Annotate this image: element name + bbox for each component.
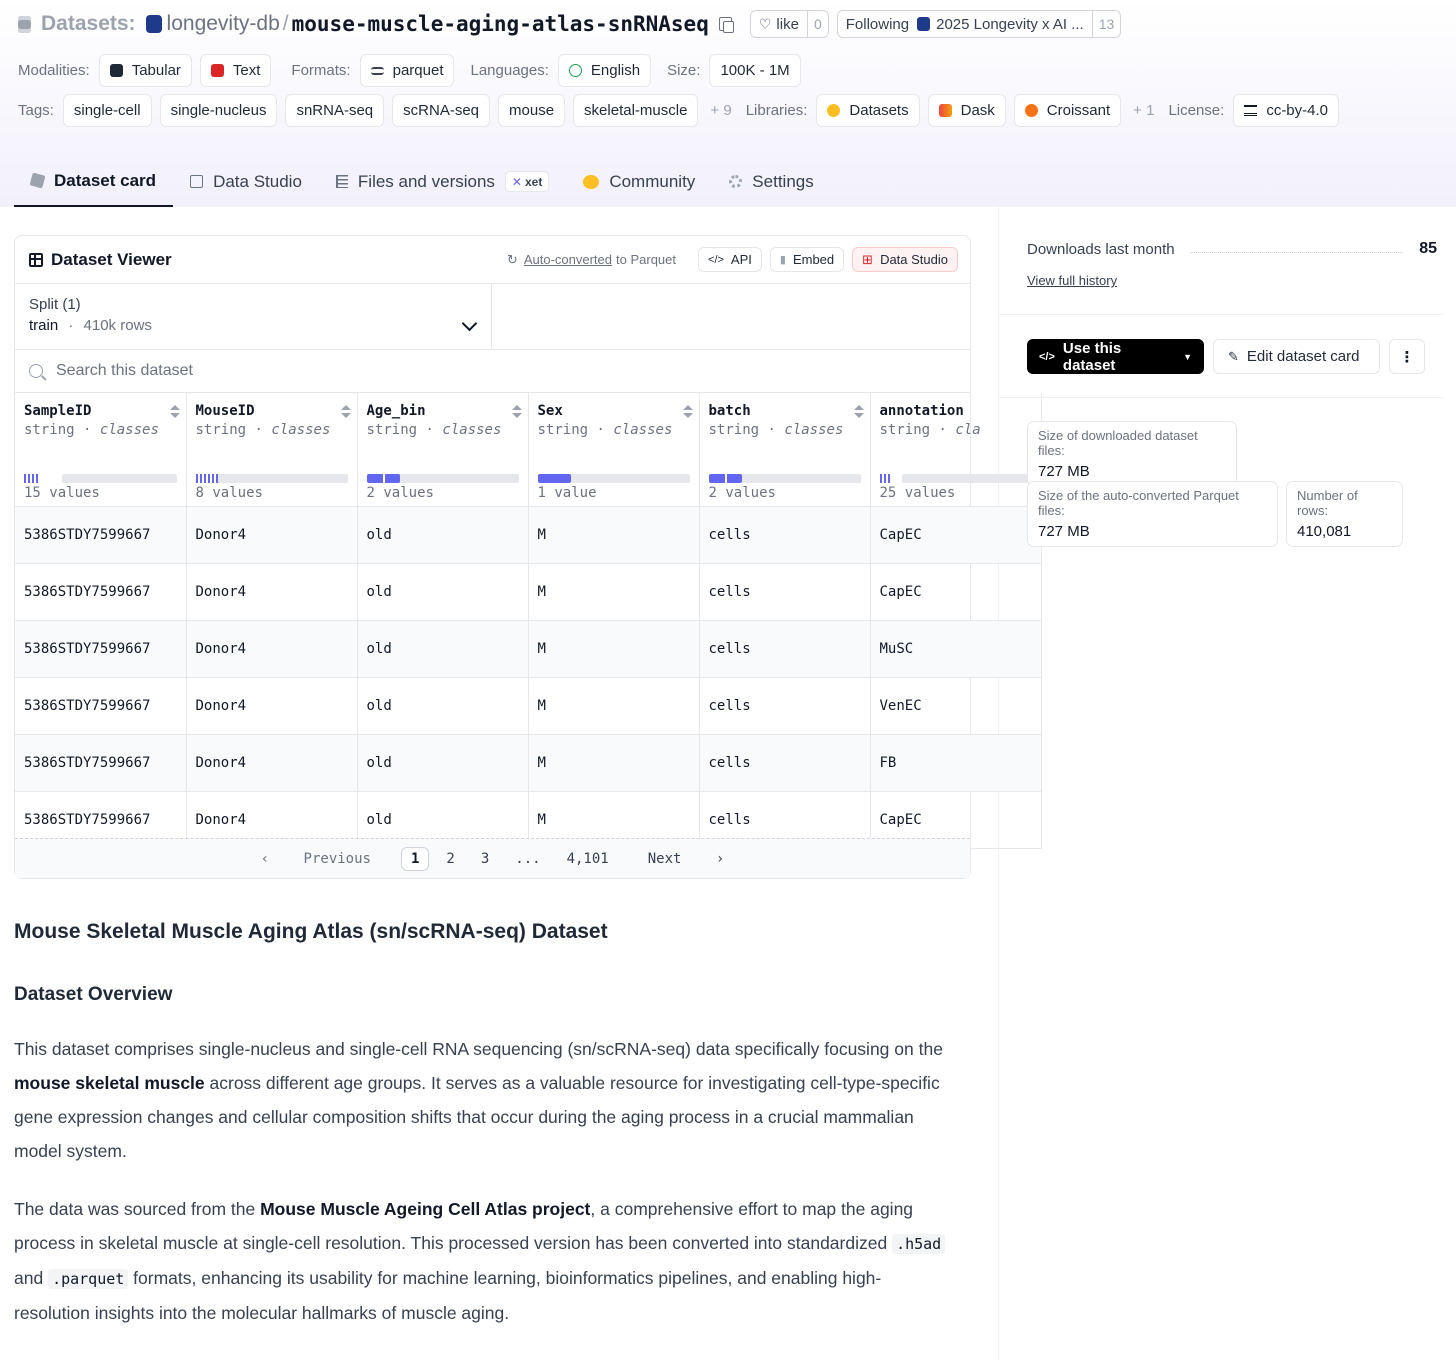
pagination — [15, 838, 970, 878]
more-options-button[interactable] — [1389, 339, 1425, 374]
xet-badge — [505, 171, 549, 192]
column-header-3[interactable] — [528, 393, 699, 506]
chip-label: parquet — [392, 62, 444, 79]
sort-icon[interactable] — [341, 405, 349, 419]
previous-page-button[interactable] — [248, 851, 384, 867]
table-cell[interactable]: M — [528, 791, 699, 848]
column-histogram[interactable] — [367, 474, 519, 483]
search-input[interactable] — [56, 362, 456, 380]
table-icon — [110, 64, 123, 77]
column-histogram[interactable] — [196, 474, 348, 483]
button-label: Use this dataset — [1062, 339, 1122, 374]
text: The data was sourced from the — [14, 1199, 261, 1219]
hf-logo-icon — [827, 104, 840, 117]
viewer-title: Dataset Viewer — [51, 249, 172, 269]
button-label: Edit dataset card — [1246, 348, 1360, 365]
data-table — [15, 393, 1042, 849]
table-row[interactable] — [15, 563, 1041, 620]
formats-label: Formats: — [291, 62, 351, 79]
stat-row-count — [1286, 481, 1403, 547]
split-row — [15, 284, 970, 350]
column-header-4[interactable] — [699, 393, 870, 506]
tab-community[interactable] — [566, 156, 712, 207]
xet-icon: ✕ — [511, 174, 522, 189]
column-name: batch — [708, 403, 751, 419]
chip-label: Datasets — [849, 102, 909, 119]
column-value-count: 2 values — [708, 485, 776, 501]
page-ellipsis: ... — [515, 850, 541, 867]
tab-dataset-card[interactable] — [14, 156, 173, 207]
column-type: string · classes — [708, 422, 844, 438]
split-label: Split (1) — [29, 296, 81, 313]
text: , a comprehensive effort to map the aging process in skeletal muscle at single-cell resolution. This processed version has been converted into standardized — [14, 1199, 914, 1253]
table-cell[interactable]: 5386STDY7599667 — [15, 677, 186, 734]
embed-icon: ▮ — [779, 254, 786, 266]
globe-icon — [569, 64, 582, 77]
column-name: annotation — [879, 403, 964, 419]
table-icon — [190, 175, 203, 188]
text: across different age groups. It serves as a valuable resource for investigating cell-type-specific gene expression changes and cellular composition shifts that occur during the aging process in a crucial mammalian model system. — [14, 1073, 940, 1161]
table-cell[interactable]: Donor4 — [186, 677, 357, 734]
org-link[interactable]: longevity-db — [166, 12, 280, 35]
path-separator: / — [282, 12, 289, 35]
column-name: SampleID — [24, 403, 92, 419]
chip-label: 100K - 1M — [720, 62, 790, 79]
code-icon: </> — [1039, 350, 1055, 363]
chevron-right-icon: › — [715, 850, 725, 867]
button-label: API — [730, 252, 752, 267]
split-value — [29, 317, 477, 334]
grid-icon — [29, 253, 43, 267]
repo-tabs — [14, 156, 831, 207]
split-sep: · — [68, 317, 74, 334]
chip-label: cc-by-4.0 — [1266, 102, 1328, 119]
bank-icon — [1244, 105, 1257, 116]
sort-icon[interactable] — [170, 405, 178, 419]
section-label[interactable]: Datasets: — [41, 12, 136, 35]
card-title: Mouse Skeletal Muscle Aging Atlas (sn/scRNA-seq) Dataset — [14, 920, 608, 943]
table-row[interactable] — [15, 620, 1041, 677]
stat-label: Number of rows: — [1297, 488, 1358, 518]
auto-converted-link[interactable]: Auto-converted — [523, 252, 613, 267]
following-label: Following — [845, 15, 910, 33]
api-button[interactable] — [698, 247, 762, 272]
table-cell[interactable]: VenEC — [870, 677, 1041, 734]
auto-converted-note — [507, 252, 676, 268]
stat-value: 727 MB — [1038, 523, 1090, 540]
collection-icon — [917, 17, 930, 31]
next-page-button[interactable] — [635, 851, 738, 867]
stat-label: Size of the auto-converted Parquet files: — [1038, 488, 1239, 518]
collection-name: 2025 Longevity x AI ... — [936, 15, 1084, 33]
bold-text: mouse skeletal muscle — [14, 1073, 205, 1093]
tag-chip[interactable]: single-nucleus — [160, 94, 278, 127]
tag-chip[interactable]: snRNA-seq — [285, 94, 384, 127]
column-type: string · classes — [537, 422, 673, 438]
overview-paragraph-1 — [14, 1032, 954, 1168]
table-row[interactable] — [15, 677, 1041, 734]
page-2[interactable]: 2 — [446, 850, 455, 867]
column-header-1[interactable] — [186, 393, 357, 506]
format-parquet[interactable] — [360, 54, 455, 87]
sort-icon[interactable] — [854, 405, 862, 419]
column-histogram[interactable] — [880, 474, 1032, 483]
table-cell[interactable]: old — [357, 791, 528, 848]
bold-text: Mouse Muscle Ageing Cell Atlas project — [260, 1199, 591, 1219]
title-row — [18, 8, 1129, 40]
sort-icon[interactable] — [683, 405, 691, 419]
like-label: like — [776, 15, 799, 33]
table-cell[interactable]: 5386STDY7599667 — [15, 620, 186, 677]
tab-label: Dataset card — [54, 170, 157, 190]
dataset-viewer — [14, 235, 981, 879]
stat-value: 410,081 — [1297, 523, 1352, 540]
license-label: License: — [1168, 102, 1225, 119]
previous-label: Previous — [303, 850, 371, 867]
copy-icon[interactable] — [719, 17, 732, 31]
inline-code: .parquet — [48, 1269, 128, 1289]
database-icon — [18, 16, 31, 33]
table-cell[interactable]: old — [357, 677, 528, 734]
table-header-row — [15, 393, 1041, 506]
table-cell[interactable]: CapEC — [870, 791, 1041, 848]
table-cell[interactable]: Donor4 — [186, 506, 357, 563]
xet-label: xet — [524, 174, 543, 189]
meta-row-tags — [18, 94, 1347, 127]
table-cell[interactable]: MuSC — [870, 620, 1041, 677]
column-value-count: 8 values — [195, 485, 263, 501]
table-cell[interactable]: old — [357, 506, 528, 563]
dataset-card-content — [14, 920, 954, 1354]
column-header-5[interactable] — [870, 393, 1041, 506]
org-avatar — [146, 15, 162, 33]
table-cell[interactable]: M — [528, 734, 699, 791]
text: formats, enhancing its usability for machine learning, bioinformatics pipelines, and enabling high-resolution insights into the molecular hallmarks of muscle aging. — [14, 1268, 882, 1323]
chip-label: Dask — [960, 102, 995, 119]
table-cell[interactable]: Donor4 — [186, 734, 357, 791]
stat-value: 727 MB — [1038, 463, 1090, 480]
tags-label: Tags: — [18, 102, 54, 119]
meta-row-modalities — [18, 54, 809, 87]
libraries-label: Libraries: — [745, 102, 808, 119]
chip-label: Tabular — [131, 62, 181, 79]
table-cell[interactable]: M — [528, 563, 699, 620]
split-select[interactable] — [15, 284, 492, 349]
use-dataset-button[interactable] — [1027, 339, 1204, 374]
edit-dataset-card-button[interactable] — [1213, 339, 1380, 374]
refresh-icon: ↻ — [506, 251, 518, 267]
table-cell[interactable]: Donor4 — [186, 620, 357, 677]
page-3[interactable]: 3 — [480, 850, 490, 867]
table-cell[interactable]: cells — [699, 563, 870, 620]
library-croissant[interactable] — [1014, 94, 1121, 127]
sort-icon[interactable] — [512, 405, 520, 419]
to-parquet-text: to Parquet — [616, 252, 677, 267]
tab-data-studio[interactable] — [173, 156, 319, 207]
repo-header — [0, 0, 1456, 207]
table-row[interactable] — [15, 506, 1041, 563]
viewer-header — [15, 236, 970, 284]
column-histogram[interactable] — [538, 474, 690, 483]
button-label: Data Studio — [880, 252, 948, 267]
table-cell[interactable]: M — [528, 677, 699, 734]
table-cell[interactable]: cells — [699, 506, 870, 563]
table-cell[interactable]: Donor4 — [186, 563, 357, 620]
stat-parquet-size — [1027, 481, 1278, 547]
table-cell[interactable]: 5386STDY7599667 — [15, 506, 186, 563]
view-history-link[interactable]: View full history — [1027, 273, 1118, 288]
data-studio-icon: ⊞ — [862, 251, 874, 267]
table-cell[interactable]: 5386STDY7599667 — [15, 734, 186, 791]
column-value-count: 25 values — [879, 485, 956, 501]
tab-label: Settings — [752, 171, 814, 191]
chip-label: Croissant — [1046, 102, 1111, 119]
stat-download-size — [1027, 421, 1237, 487]
dask-logo-icon — [939, 104, 952, 117]
table-cell[interactable]: CapEC — [870, 563, 1041, 620]
following-collection-button[interactable] — [837, 10, 1122, 38]
table-cell[interactable]: M — [528, 620, 699, 677]
tags-more-button[interactable]: + 9 — [710, 102, 732, 119]
table-cell[interactable]: FB — [870, 734, 1041, 791]
table-cell[interactable]: old — [357, 734, 528, 791]
like-button[interactable] — [750, 10, 829, 38]
downloads-row — [1027, 240, 1437, 258]
next-label: Next — [647, 850, 682, 867]
column-type: string · classes — [366, 422, 502, 438]
files-icon — [336, 175, 348, 188]
column-header-2[interactable] — [357, 393, 528, 506]
tab-label: Data Studio — [213, 171, 302, 191]
collection-count: 13 — [1092, 11, 1121, 37]
table-row[interactable] — [15, 734, 1041, 791]
chip-label: English — [590, 62, 641, 79]
tag-chip[interactable]: skeletal-muscle — [573, 94, 698, 127]
search-icon — [29, 364, 43, 378]
page-1[interactable]: 1 — [401, 847, 429, 871]
libraries-more-button[interactable]: + 1 — [1133, 102, 1155, 119]
license-chip[interactable] — [1233, 94, 1339, 127]
size-chip[interactable] — [709, 54, 800, 87]
column-value-count: 2 values — [366, 485, 434, 501]
button-label: Embed — [792, 252, 835, 267]
split-rows: 410k rows — [83, 317, 152, 334]
data-studio-button[interactable] — [852, 247, 958, 272]
gear-icon — [729, 175, 742, 188]
column-name: Sex — [537, 403, 563, 419]
size-label: Size: — [667, 62, 701, 79]
library-datasets[interactable] — [816, 94, 919, 127]
downloads-value: 85 — [1419, 240, 1437, 257]
code-icon: </> — [708, 253, 724, 266]
tab-settings[interactable] — [712, 156, 830, 207]
table-cell[interactable]: cells — [699, 734, 870, 791]
tab-label: Files and versions — [357, 171, 495, 191]
tag-chip[interactable]: single-cell — [63, 94, 152, 127]
column-value-count: 15 values — [24, 485, 100, 501]
chevron-left-icon: ‹ — [260, 850, 270, 867]
table-cell[interactable]: CapEC — [870, 506, 1041, 563]
column-histogram[interactable] — [709, 474, 861, 483]
overview-paragraph-2 — [14, 1192, 954, 1330]
chip-label: Text — [232, 62, 261, 79]
modality-text[interactable] — [200, 54, 272, 87]
table-cell[interactable]: M — [528, 506, 699, 563]
table-cell[interactable]: 5386STDY7599667 — [15, 563, 186, 620]
parquet-icon — [371, 67, 384, 75]
column-name: Age_bin — [366, 403, 426, 419]
chevron-down-icon: ▼ — [1183, 351, 1192, 362]
more-icon: ⋮ — [1399, 348, 1415, 366]
modality-tabular[interactable] — [99, 54, 192, 87]
stat-label: Size of downloaded dataset files: — [1038, 428, 1198, 458]
column-header-0[interactable] — [15, 393, 186, 506]
croissant-icon — [1025, 104, 1038, 117]
table-cell[interactable]: cells — [699, 791, 870, 848]
tag-chip[interactable]: scRNA-seq — [392, 94, 490, 127]
column-value-count: 1 value — [537, 485, 597, 501]
repo-name[interactable]: mouse-muscle-aging-atlas-snRNAseq — [291, 12, 709, 36]
table-cell[interactable]: old — [357, 563, 528, 620]
modalities-label: Modalities: — [18, 62, 90, 79]
like-count: 0 — [807, 11, 828, 37]
text-icon — [211, 64, 224, 77]
embed-button[interactable] — [770, 247, 844, 272]
tag-chip[interactable]: mouse — [498, 94, 565, 127]
language-english[interactable] — [558, 54, 651, 87]
cube-icon — [30, 173, 46, 189]
languages-label: Languages: — [470, 62, 549, 79]
heart-icon: ♡ — [758, 15, 772, 32]
downloads-label: Downloads last month — [1027, 240, 1175, 258]
column-histogram[interactable] — [24, 474, 177, 483]
table-body — [15, 506, 1041, 848]
text: This dataset comprises single-nucleus and single-cell RNA sequencing (sn/scRNA-seq) data specifically focusing on the — [14, 1039, 943, 1059]
column-type: string · classes — [195, 422, 331, 438]
table-cell[interactable]: Donor4 — [186, 791, 357, 848]
table-cell[interactable]: cells — [699, 620, 870, 677]
inline-code: .h5ad — [892, 1234, 945, 1254]
table-cell[interactable]: cells — [699, 677, 870, 734]
library-dask[interactable] — [928, 94, 1006, 127]
table-cell[interactable]: 5386STDY7599667 — [15, 791, 186, 848]
tab-files-and-versions[interactable] — [319, 156, 566, 207]
split-name: train — [29, 317, 59, 334]
column-type: string · classes — [24, 422, 159, 438]
pencil-icon: ✎ — [1228, 348, 1239, 364]
community-icon — [583, 175, 599, 189]
search-row — [15, 350, 970, 393]
column-type: string · cla — [879, 422, 981, 438]
column-name: MouseID — [195, 403, 255, 419]
section-heading: Dataset Overview — [14, 984, 173, 1005]
tab-label: Community — [609, 171, 696, 191]
page-last[interactable]: 4,101 — [566, 850, 609, 867]
table-cell[interactable]: old — [357, 620, 528, 677]
text: and — [14, 1268, 49, 1288]
